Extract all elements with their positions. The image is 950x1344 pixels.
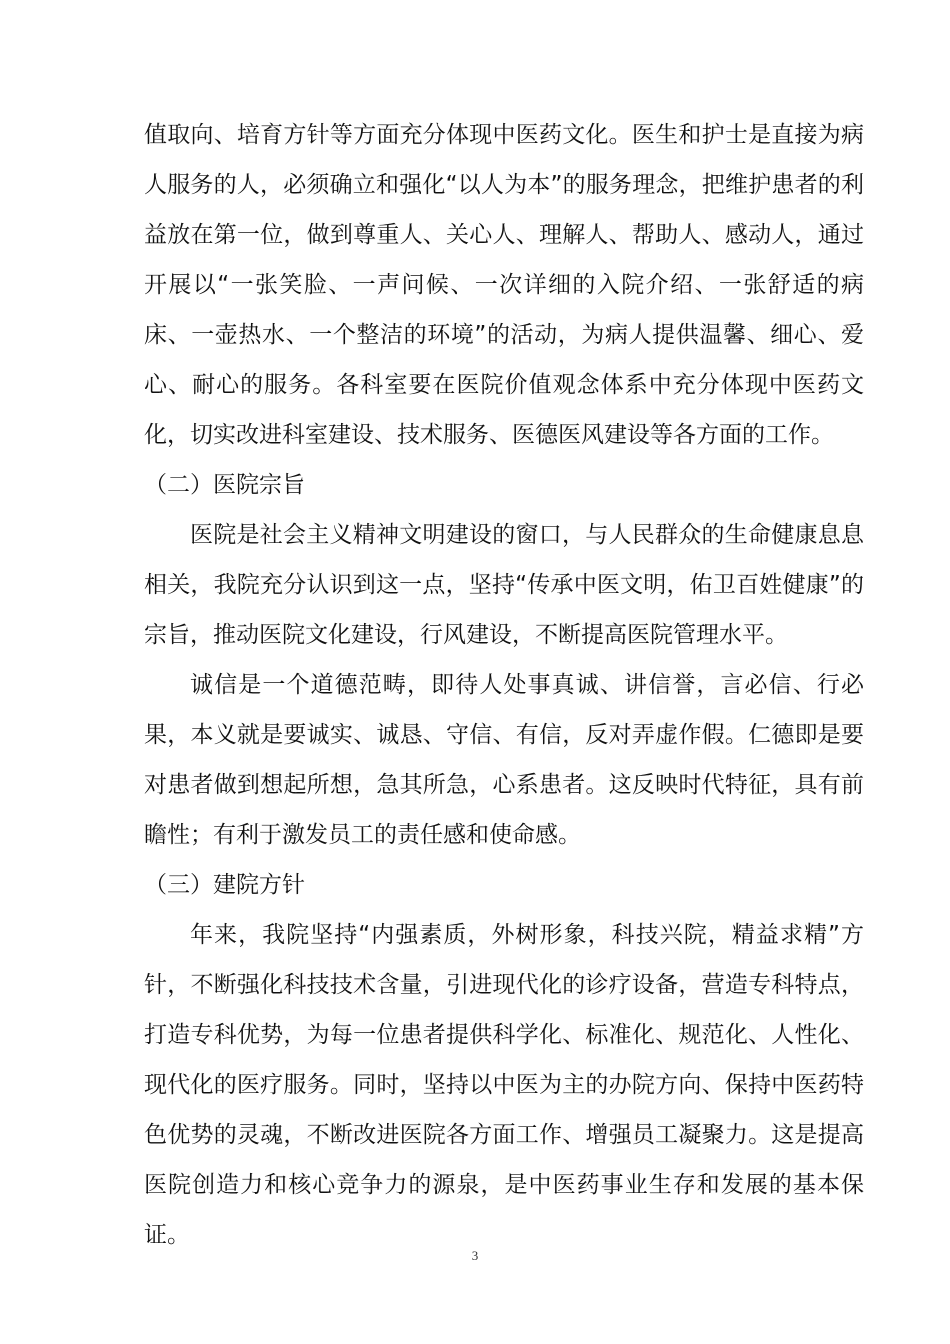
- section-heading: （二）医院宗旨: [144, 472, 305, 498]
- body-paragraph: 值取向、培育方针等方面充分体现中医药文化。医生和护士是直接为病人服务的人，必须确立和强化“以人为本”的服务理念，把维护患者的利益放在第一位，做到尊重人、关心人、理解人、帮助人、感动人，通过开展以“一张笑脸、一声问候、一次详细的入院介绍、一张舒适的病床、一壶热水、一个整洁的环境”的活动，为病人提供温馨、细心、爱心、耐心的服务。各科室要在医院价值观念体系中充分体现中医药文化，切实改进科室建设、技术服务、医德医风建设等各方面的工作。: [144, 122, 864, 448]
- page-number: 3: [471, 1248, 479, 1263]
- section-heading: （三）建院方针: [144, 872, 305, 898]
- body-paragraph: 诚信是一个道德范畴，即待人处事真诚、讲信誉，言必信、行必果，本义就是要诚实、诚恳、守信、有信，反对弄虚作假。仁德即是要对患者做到想起所想，急其所急，心系患者。这反映时代特征，具有前瞻性；有利于激发员工的责任感和使命感。: [144, 672, 864, 848]
- document-body: [144, 110, 864, 1260]
- body-paragraph: 医院是社会主义精神文明建设的窗口，与人民群众的生命健康息息相关，我院充分认识到这一点，坚持“传承中医文明，佑卫百姓健康”的宗旨，推动医院文化建设，行风建设，不断提高医院管理水平。: [144, 522, 864, 648]
- body-paragraph: 年来，我院坚持“内强素质，外树形象，科技兴院，精益求精”方针，不断强化科技技术含量，引进现代化的诊疗设备，营造专科特点，打造专科优势，为每一位患者提供科学化、标准化、规范化、人性化、现代化的医疗服务。同时，坚持以中医为主的办院方向、保持中医药特色优势的灵魂，不断改进医院各方面工作、增强员工凝聚力。这是提高医院创造力和核心竞争力的源泉，是中医药事业生存和发展的基本保证。: [144, 922, 864, 1248]
